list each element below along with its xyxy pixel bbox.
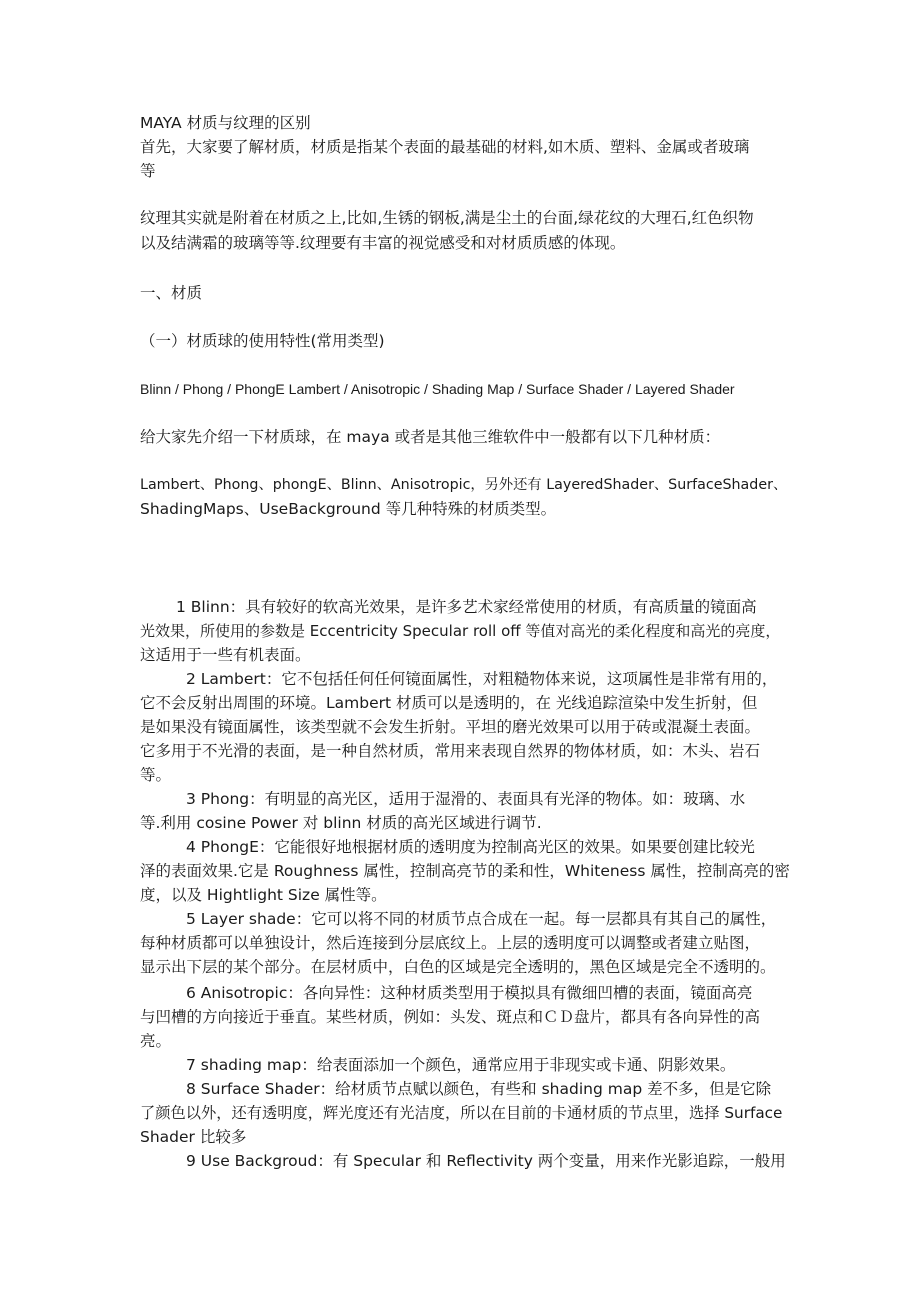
item-2-line-3: 是如果没有镜面属性，该类型就不会发生折射。平坦的磨光效果可以用于砖或混凝土表面。 <box>140 718 761 736</box>
item-6-line-2: 与凹槽的方向接近于垂直。某些材质，例如：头发、斑点和ＣＤ盘片，都具有各向异性的高 <box>140 1008 761 1026</box>
item-8-line-2: 了颜色以外，还有透明度，辉光度还有光洁度，所以在目前的卡通材质的节点里，选择 Surface <box>140 1104 783 1122</box>
item-4-line-3: 度，以及 Hightlight Size 属性等。 <box>140 886 387 904</box>
intro-line-1: 首先，大家要了解材质，材质是指某个表面的最基础的材料,如木质、塑料、金属或者玻璃 <box>140 138 750 156</box>
types-line-1: Lambert、Phong、phongE、Blinn、Anisotropic，另外还有 LayeredShader、SurfaceShader、 <box>140 477 788 493</box>
item-6-line-3: 亮。 <box>140 1032 172 1050</box>
section-heading: 一、材质 <box>140 284 203 302</box>
item-4-line-2: 泽的表面效果.它是 Roughness 属性，控制高亮节的柔和性，Whiteness 属性，控制高亮的密 <box>140 862 790 880</box>
shader-list: Blinn / Phong / PhongE Lambert / Anisotropic / Shading Map / Surface Shader / Layered Shader <box>140 381 735 397</box>
item-3-line-1: 3 Phong：有明显的高光区，适用于湿滑的、表面具有光泽的物体。如：玻璃、水 <box>186 790 746 808</box>
item-4-line-1: 4 PhongE：它能很好地根据材质的透明度为控制高光区的效果。如果要创建比较光 <box>186 838 755 856</box>
item-8-line-3: Shader 比较多 <box>140 1128 247 1146</box>
item-5-line-3: 显示出下层的某个部分。在层材质中，白色的区域是完全透明的，黑色区域是完全不透明的。 <box>140 958 776 976</box>
intro-line-2: 等 <box>140 162 156 180</box>
item-5-line-2: 每种材质都可以单独设计，然后连接到分层底纹上。上层的透明度可以调整或者建立贴图， <box>140 934 761 952</box>
subsection-heading: （一）材质球的使用特性(常用类型) <box>140 332 385 350</box>
item-2-line-4: 它多用于不光滑的表面，是一种自然材质，常用来表现自然界的物体材质，如：木头、岩石 <box>140 742 761 760</box>
item-8-line-1: 8 Surface Shader：给材质节点赋以颜色，有些和 shading map 差不多，但是它除 <box>186 1080 772 1098</box>
item-1-line-1: 1 Blinn：具有较好的软高光效果，是许多艺术家经常使用的材质，有高质量的镜面高 <box>176 598 757 616</box>
item-1-line-3: 这适用于一些有机表面。 <box>140 646 311 664</box>
texture-line-1: 纹理其实就是附着在材质之上,比如,生锈的钢板,满是尘土的台面,绿花纹的大理石,红色织物 <box>140 209 754 227</box>
item-1-line-2: 光效果，所使用的参数是 Eccentricity Specular roll off 等值对高光的柔化程度和高光的亮度， <box>140 622 781 640</box>
types-line-2: ShadingMaps、UseBackground 等几种特殊的材质类型。 <box>140 500 557 518</box>
shader-intro: 给大家先介绍一下材质球，在 maya 或者是其他三维软件中一般都有以下几种材质： <box>140 428 721 446</box>
texture-line-2: 以及结满霜的玻璃等等.纹理要有丰富的视觉感受和对材质质感的体现。 <box>140 234 626 252</box>
item-5-line-1: 5 Layer shade：它可以将不同的材质节点合成在一起。每一层都具有其自己的属性， <box>186 910 777 928</box>
item-2-line-2: 它不会反射出周围的环境。Lambert 材质可以是透明的，在 光线追踪渲染中发生折射，但 <box>140 694 758 712</box>
item-2-line-1: 2 Lambert：它不包括任何任何镜面属性，对粗糙物体来说，这项属性是非常有用的， <box>186 670 778 688</box>
item-9-line-1: 9 Use Backgroud：有 Specular 和 Reflectivity 两个变量，用来作光影追踪，一般用 <box>186 1152 786 1170</box>
item-2-line-5: 等。 <box>140 766 172 784</box>
item-6-line-1: 6 Anisotropic：各向异性：这种材质类型用于模拟具有微细凹槽的表面，镜面高亮 <box>186 984 753 1002</box>
doc-title: MAYA 材质与纹理的区别 <box>140 114 311 132</box>
item-7-line-1: 7 shading map：给表面添加一个颜色，通常应用于非现实或卡通、阴影效果。 <box>186 1056 736 1074</box>
item-3-line-2: 等.利用 cosine Power 对 blinn 材质的高光区域进行调节. <box>140 814 542 832</box>
